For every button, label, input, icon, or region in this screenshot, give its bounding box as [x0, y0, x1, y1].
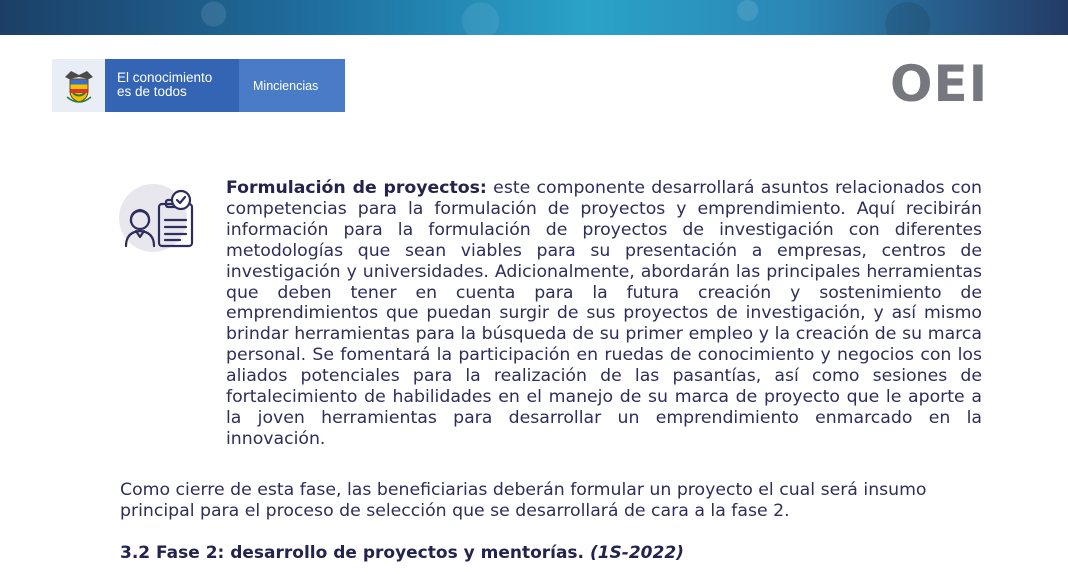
formulacion-text: este componente desarrollará asuntos relacionados con competencias para la formulación de proyectos y emprendimiento. Aquí recibirán información para la formulación de proyectos de investigación con diferentes metodologías que sean viables para su presentación a empresas, centros de investigación y universidades. Adicionalmente, abordarán las principales herramientas que deben tener en cuenta para la futura creación y sostenimiento de emprendimientos que puedan surgir de sus proyectos de investigación, y así mismo brindar herramientas para la búsqueda de su primer empleo y la creación de su marca personal. Se fomentará la participación en ruedas de conocimiento y negocios con los aliados potenciales para la realización de las pasantías, así como sesiones de fortalecimiento de habilidades en el manejo de su marca de proyecto que le aporte a la joven herramientas para desarrollar un emprendimiento enmarcado en la innovación. — [226, 178, 983, 449]
formulacion-term: Formulación de proyectos: — [226, 178, 487, 198]
colombia-coat-of-arms-icon — [52, 59, 105, 112]
gov-slogan — [105, 59, 239, 112]
fase2-period: (1S-2022) — [589, 543, 684, 563]
ministry-name: Minciencias — [239, 59, 345, 112]
formulacion-paragraph — [226, 178, 982, 450]
top-banner — [0, 0, 1068, 35]
person-checklist-icon — [118, 182, 198, 254]
cierre-paragraph: Como cierre de esta fase, las beneficiarias deberán formular un proyecto el cual será insumo principal para el proceso de selección que se desarrollará de cara a la fase 2. — [120, 480, 927, 521]
fase2-title: 3.2 Fase 2: desarrollo de proyectos y mentorías. — [120, 543, 585, 563]
oei-logo: OEI — [890, 55, 989, 113]
fase2-heading — [120, 543, 990, 563]
gov-logo — [52, 59, 345, 112]
slogan-line-2: es de todos — [117, 84, 187, 99]
slogan-line-1: El conocimiento — [117, 70, 213, 85]
banner-texture — [0, 0, 1068, 35]
